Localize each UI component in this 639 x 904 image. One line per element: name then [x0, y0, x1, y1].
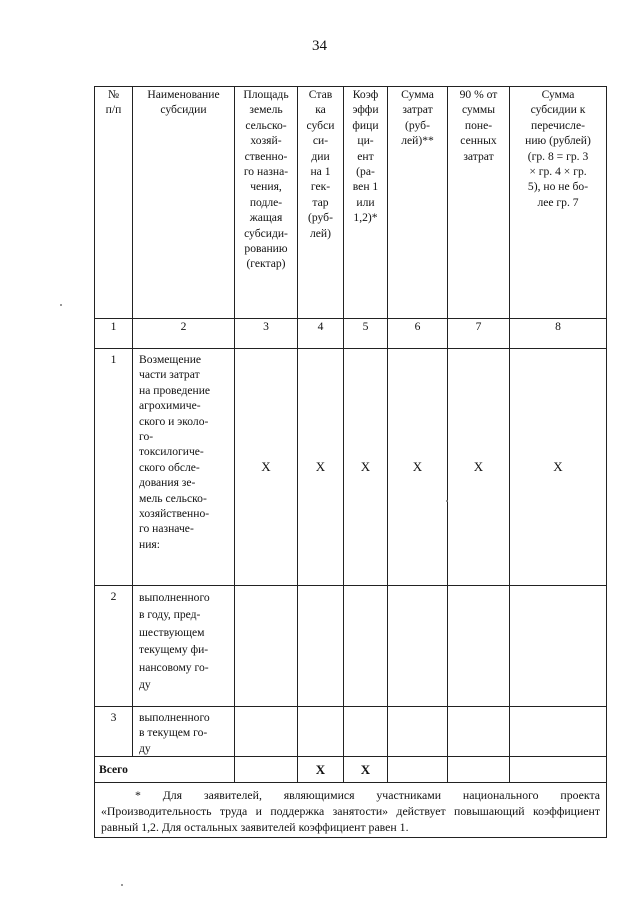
column-index: 4 — [298, 319, 344, 349]
table-cell — [298, 586, 344, 707]
scan-speck — [60, 304, 62, 306]
total-label: Всего — [95, 757, 235, 783]
table-cell — [388, 586, 448, 707]
column-index: 1 — [95, 319, 133, 349]
row-number: 2 — [95, 586, 133, 707]
header-subsidy-name: Наименование субсидии — [133, 87, 235, 319]
footnote-row — [95, 783, 607, 838]
header-num: № п/п — [95, 87, 133, 319]
table-row — [95, 586, 607, 707]
table-cell — [298, 707, 344, 757]
table-cell — [344, 586, 388, 707]
row-number: 1 — [95, 349, 133, 586]
page-number: 34 — [312, 38, 327, 54]
table-cell: Х — [448, 349, 510, 586]
row-name: выполненного в текущем го- ду — [133, 707, 235, 757]
table-cell: Х — [235, 349, 298, 586]
total-cell — [510, 757, 607, 783]
table-row — [95, 707, 607, 757]
row-name: Возмещение части затрат на проведение агрохимиче- ского и эколо- го- токсилогиче- ского обсле- дования зе- мель сельско- хозяйственно- го назначе- ния: — [133, 349, 235, 586]
column-index: 6 — [388, 319, 448, 349]
column-index: 5 — [344, 319, 388, 349]
header-area: Площадь земель сельско- хозяй- ственно- го назна- чения, подле- жащая субсиди- рованию (гектар) — [235, 87, 298, 319]
header-subsidy-sum: Сумма субсидии к перечисле- нию (рублей) (гр. 8 = гр. 3 × гр. 4 × гр. 5), но не бо- лее гр. 7 — [510, 87, 607, 319]
column-index: 3 — [235, 319, 298, 349]
table-cell — [344, 707, 388, 757]
total-cell: Х — [344, 757, 388, 783]
header-rate: Став ка субси си- дии на 1 гек- тар (руб- лей) — [298, 87, 344, 319]
total-row — [95, 757, 607, 783]
row-number: 3 — [95, 707, 133, 757]
table-cell: Х — [298, 349, 344, 586]
table-cell — [448, 707, 510, 757]
table-cell — [235, 586, 298, 707]
subsidy-table — [94, 86, 607, 838]
total-cell — [235, 757, 298, 783]
table-cell — [510, 707, 607, 757]
scan-speck — [121, 884, 123, 886]
header-row — [95, 87, 607, 319]
header-90-percent: 90 % от суммы поне- сенных затрат — [448, 87, 510, 319]
table-cell: Х — [388, 349, 448, 586]
column-index: 8 — [510, 319, 607, 349]
header-costs-sum: Сумма затрат (руб- лей)** — [388, 87, 448, 319]
header-coefficient: Коэф эффи фици ци- ент (ра- вен 1 или 1,2)* — [344, 87, 388, 319]
scan-speck — [446, 500, 448, 502]
column-index-row — [95, 319, 607, 349]
table-cell: Х — [510, 349, 607, 586]
column-index: 7 — [448, 319, 510, 349]
table-row — [95, 349, 607, 586]
table-cell — [448, 586, 510, 707]
table-cell — [510, 586, 607, 707]
total-cell — [448, 757, 510, 783]
table-cell — [388, 707, 448, 757]
table-cell: Х — [344, 349, 388, 586]
table-cell — [235, 707, 298, 757]
total-cell: Х — [298, 757, 344, 783]
total-cell — [388, 757, 448, 783]
footnote: * Для заявителей, являющимися участниками национального проекта «Производительность труда и поддержка занятости» действует повышающий коэффициент равный 1,2. Для остальных заявителей коэффициент равен 1. — [95, 783, 607, 838]
row-name: выполненного в году, пред- шествующем текущему фи- нансовому го- ду — [133, 586, 235, 707]
column-index: 2 — [133, 319, 235, 349]
